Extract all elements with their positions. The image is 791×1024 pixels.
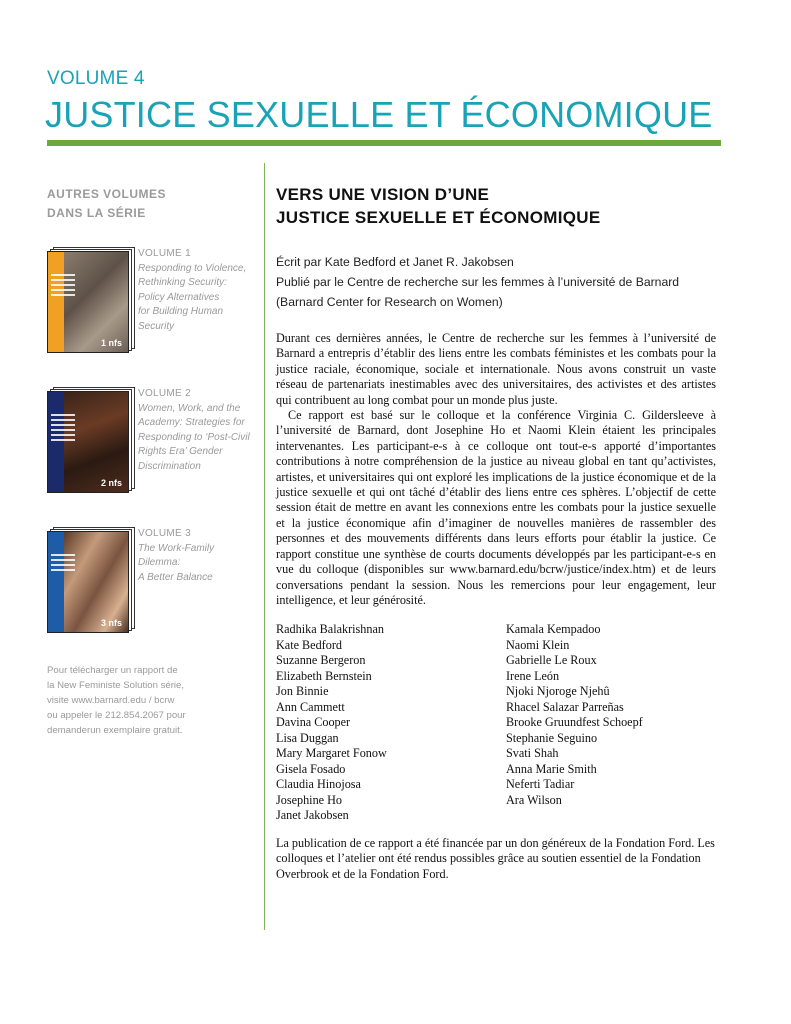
funding-note: La publication de ce rapport a été financée par un don généreux de la Fondation Ford. Les colloques et l’atelier ont été rendus possibles grâce au soutien essentiel de la Fondation Overbrook et de la Fondation Ford. xyxy=(276,836,715,881)
volume-2-title-line: Responding to ‘Post-Civil xyxy=(138,431,250,443)
volume-1-info xyxy=(138,247,258,334)
participant-name: Gisela Fosado xyxy=(276,761,346,776)
participant-name: Janet Jakobsen xyxy=(276,808,349,822)
participant-name: Anna Marie Smith xyxy=(506,761,597,776)
participant-name: Gabrielle Le Roux xyxy=(506,653,597,667)
participant-name: Svati Shah xyxy=(506,746,559,760)
participant-name: Naomi Klein xyxy=(506,637,570,652)
credits xyxy=(276,252,679,312)
participant-name: Jon Binnie xyxy=(276,684,329,698)
participant-name: Rhacel Salazar Parreñas xyxy=(506,699,624,714)
participant-name: Njoki Njoroge Njehû xyxy=(506,684,610,698)
credit-line: (Barnard Center for Research on Women) xyxy=(276,295,503,309)
volume-2-title-line: Academy: Strategies for xyxy=(138,417,245,428)
paragraph: Durant ces dernières années, le Centre de recherche sur les femmes à l’université de Barnard a entrepris d’établir des liens entre les combats féministes et les combats pour la justice raciale, économique, sociale et internationale. Nous avons construit un vaste réseau de partenariats inestimables avec des universitaires, des activistes et des artistes qui contribuent au long combat pour un monde plus juste. xyxy=(276,331,716,407)
participant-name: Ara Wilson xyxy=(506,792,562,807)
sidebar-heading-line1: AUTRES VOLUMES xyxy=(47,187,167,201)
volume-1-number: VOLUME 1 xyxy=(138,248,191,259)
volume-1-title-line: Policy Alternatives xyxy=(138,291,220,303)
credit-line: Écrit par Kate Bedford et Janet R. Jakobsen xyxy=(276,255,514,269)
participant-name: Josephine Ho xyxy=(276,792,343,807)
volume-1-badge: 1 nfs xyxy=(100,338,122,348)
column-divider xyxy=(264,163,265,930)
volume-3-title-line: A Better Balance xyxy=(138,571,213,583)
volume-1-title-line: for Building Human xyxy=(138,306,224,317)
participants-column-1 xyxy=(276,622,387,824)
volume-1-title-line: Security xyxy=(138,320,175,332)
participant-name: Davina Cooper xyxy=(276,715,351,729)
participant-name: Kamala Kempadoo xyxy=(506,622,601,636)
participants-column-2 xyxy=(506,622,643,808)
volume-3-title-line: The Work-Family Dilemma: xyxy=(138,542,215,568)
participant-name: Claudia Hinojosa xyxy=(276,777,361,791)
participant-name: Irene León xyxy=(506,668,560,683)
participant-name: Kate Bedford xyxy=(276,637,342,652)
volume-3-number: VOLUME 3 xyxy=(138,528,191,539)
volume-label: VOLUME 4 xyxy=(47,68,145,89)
participant-name: Stephanie Seguino xyxy=(506,730,598,745)
volume-2-title-line: Women, Work, and the xyxy=(138,402,241,414)
download-note-line: ou appeler le 212.854.2067 pour xyxy=(47,710,186,721)
section-heading-line2: JUSTICE SEXUELLE ET ÉCONOMIQUE xyxy=(276,208,601,227)
download-note-line: Pour télécharger un rapport de xyxy=(47,665,178,676)
participant-name: Elizabeth Bernstein xyxy=(276,668,372,683)
participant-name: Lisa Duggan xyxy=(276,730,339,745)
volume-2-cover[interactable] xyxy=(47,387,131,491)
section-heading xyxy=(276,183,601,229)
participant-name: Brooke Gruundfest Schoepf xyxy=(506,715,643,729)
download-note xyxy=(47,663,222,738)
section-heading-line1: VERS UNE VISION D’UNE xyxy=(276,185,490,204)
volume-3-badge: 3 nfs xyxy=(100,618,122,628)
volume-1-cover[interactable] xyxy=(47,247,131,351)
volume-2-title-line: Rights Era’ Gender xyxy=(138,446,223,457)
body-text xyxy=(276,331,716,608)
participant-name: Mary Margaret Fonow xyxy=(276,746,387,760)
volume-2-title-line: Discrimination xyxy=(138,460,201,472)
download-note-line: la New Feministe Solution série, xyxy=(47,680,185,691)
volume-3-info xyxy=(138,527,258,585)
volume-2-badge: 2 nfs xyxy=(100,478,122,488)
download-note-line: demanderun exemplaire gratuit. xyxy=(47,725,183,736)
download-note-line: visite www.barnard.edu / bcrw xyxy=(47,695,175,706)
participant-name: Suzanne Bergeron xyxy=(276,653,366,667)
participant-name: Ann Cammett xyxy=(276,699,345,714)
participant-name: Neferti Tadiar xyxy=(506,777,575,791)
volume-1-title-line: Responding to Violence, xyxy=(138,262,247,274)
volume-2-info xyxy=(138,387,258,474)
volume-2-number: VOLUME 2 xyxy=(138,388,191,399)
volume-3-cover[interactable] xyxy=(47,527,131,631)
sidebar-heading-line2: DANS LA SÉRIE xyxy=(47,206,146,220)
volume-1-title-line: Rethinking Security: xyxy=(138,277,227,288)
title-rule xyxy=(47,140,721,146)
paragraph: Ce rapport est basé sur le colloque et la conférence Virginia C. Gildersleeve à l’université de Barnard, dont Josephine Ho et Naomi Klein étaient les principales intervenantes. Les participant-e-s à ce colloque ont tout-e-s apporté d’importantes contributions à notre compréhension de la justice au niveau global en tant qu’activistes, artistes, et universitaires qui ont exploré les implications de la justice économique et de la justice sexuelle et qui ont tâché d’établir des liens entre ces sphères. L’objectif de cette session était de mettre en avant les connexions entre les combats pour la justice sexuelle et la justice économique afin d’imaginer de nouvelles manières de rassembler des personnes et des mouvements différents dans leurs efforts pour établir la justice. Ce rapport constitue une synthèse de courts documents développés par les participant-e-s en vue du colloque (disponibles sur www.barnard.edu/bcrw/justice/index.htm) et de leurs conversations pendant la session. Nous les remercions pour leur engagement, leur intelligence, et leur générosité. xyxy=(276,408,716,607)
sidebar-heading xyxy=(47,185,166,223)
page-title: JUSTICE SEXUELLE ET ÉCONOMIQUE xyxy=(45,94,713,135)
participant-name: Radhika Balakrishnan xyxy=(276,622,384,636)
credit-line: Publié par le Centre de recherche sur les femmes à l’université de Barnard xyxy=(276,275,680,289)
